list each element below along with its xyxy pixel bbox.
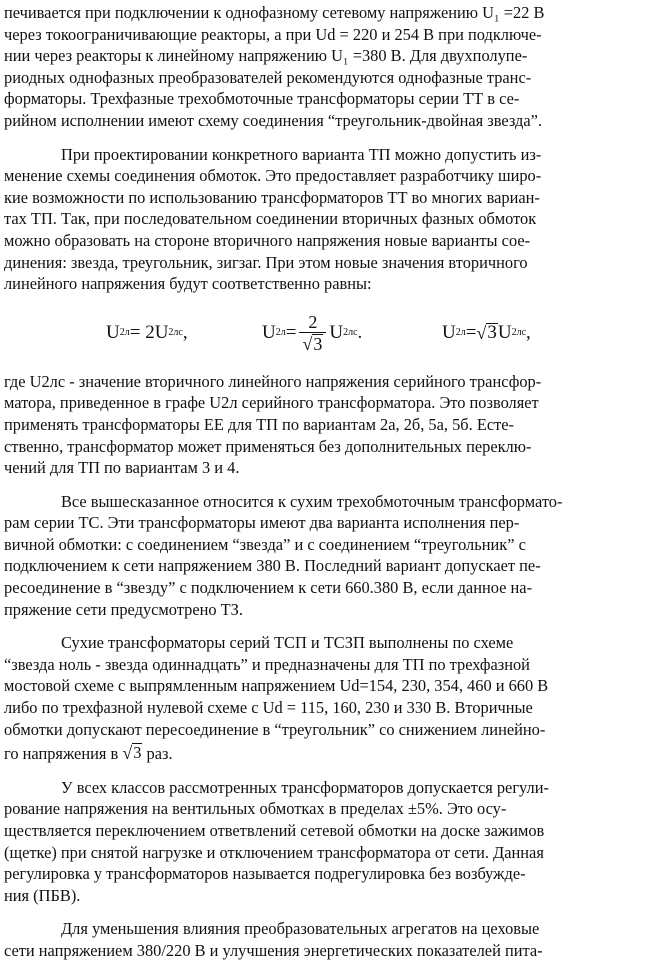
paragraph-6 bbox=[4, 777, 659, 907]
text-line: “звезда ноль - звезда одиннадцать” и предназначены для ТП по трехфазной bbox=[4, 654, 530, 674]
text-line: ществляется переключением ответвлений сетевой обмотки на доске зажимов bbox=[4, 821, 545, 840]
text-line: матора, приведенное в графе U2л серийного трансформатора. Это позволяет bbox=[4, 393, 539, 413]
formula-triangle: U 2л = 2 √ 3 U 2лс . bbox=[262, 311, 363, 354]
text-line: регулировка у трансформаторов называется подрегулировка без возбужде- bbox=[4, 864, 526, 884]
formula-star: U 2л = 2U 2лс , bbox=[106, 321, 188, 343]
text-line: динения: звезда, треугольник, зигзаг. При этом новые значения вторичного bbox=[4, 252, 528, 272]
fraction: 2 √ 3 bbox=[299, 312, 326, 354]
text-line: линейного напряжения будут соответственно равны: bbox=[4, 274, 372, 294]
text-line: нии через реакторы к линейному напряжению U₁ =380 В. Для двухполупе- bbox=[4, 46, 528, 66]
text-line: рам серии ТС. Эти трансформаторы имеют два варианта исполнения пер- bbox=[4, 513, 520, 533]
text-line: печивается при подключении к однофазному сетевому напряжению U₁ =22 В bbox=[4, 3, 545, 22]
text-line: ресоединение в “звезду” с подключением к сети 660.380 В, если данное на- bbox=[4, 578, 533, 598]
paragraph-7 bbox=[4, 918, 659, 961]
text-line: где U2лс - значение вторичного линейного напряжения серийного трансфор- bbox=[4, 371, 542, 391]
text-line: можно образовать на стороне вторичного напряжения новые варианты сое- bbox=[4, 230, 531, 250]
text-line: (щетке) при снятой нагрузке и отключением трансформатора от сети. Данная bbox=[4, 842, 544, 862]
text-line: применять трансформаторы ЕЕ для ТП по вариантам 2а, 2б, 5а, 5б. Есте- bbox=[4, 414, 515, 434]
text-line: мостовой схеме с выпрямленным напряжением Ud=154, 230, 354, 460 и 660 В bbox=[4, 676, 549, 696]
text-line: Для уменьшения влияния преобразовательных агрегатов на цеховые bbox=[61, 919, 540, 939]
text-line: рийном исполнении имеют схему соединения “треугольник-двойная звезда”. bbox=[4, 110, 543, 130]
text-line: риодных однофазных преобразователей рекомендуются однофазные транс- bbox=[4, 67, 532, 87]
text-line: кие возможности по использованию трансформаторов ТТ во многих вариан- bbox=[4, 187, 540, 207]
square-root: √ 3 bbox=[476, 322, 497, 344]
text-line: рование напряжения на вентильных обмотках в пределах ±5%. Это осу- bbox=[4, 799, 507, 819]
text-line: обмотки допускают пересоединение в “треугольник” со снижением линейно- bbox=[4, 719, 546, 739]
text-line: го напряжения в √ 3 раз. bbox=[4, 743, 173, 764]
text-line: Все вышесказанное относится к сухим трехобмоточным трансформато- bbox=[61, 491, 563, 511]
text-line: ственно, трансформатор может применяться без дополнительных переклю- bbox=[4, 436, 532, 456]
text-line: через токоограничивающие реакторы, а при Ud = 220 и 254 В при подключе- bbox=[4, 24, 542, 44]
paragraph-5 bbox=[4, 632, 659, 765]
text-line: вичной обмотки: с соединением “звезда” и с соединением “треугольник” с bbox=[4, 534, 526, 554]
text-line: либо по трехфазной нулевой схеме с Ud = 115, 160, 230 и 330 В. Вторичные bbox=[4, 698, 533, 718]
square-root: √ 3 bbox=[122, 743, 142, 764]
paragraph-1 bbox=[4, 2, 659, 132]
paragraph-3 bbox=[4, 371, 659, 479]
text-line: сети напряжением 380/220 В и улучшения энергетических показателей пита- bbox=[4, 940, 543, 960]
formula-row bbox=[4, 297, 659, 369]
document-page bbox=[4, 2, 659, 962]
text-line: ния (ПБВ). bbox=[4, 885, 81, 905]
text-line: менение схемы соединения обмоток. Это предоставляет разработчику широ- bbox=[4, 166, 542, 186]
text-line: пряжение сети предусмотрено ТЗ. bbox=[4, 599, 243, 619]
paragraph-2 bbox=[4, 144, 659, 295]
text-line: чений для ТП по вариантам 3 и 4. bbox=[4, 458, 240, 478]
text-line: форматоры. Трехфазные трехобмоточные трансформаторы серии ТТ в се- bbox=[4, 89, 520, 109]
paragraph-4 bbox=[4, 491, 659, 621]
text-line: При проектировании конкретного варианта ТП можно допустить из- bbox=[61, 144, 542, 164]
formula-zigzag: U 2л = √ 3 U 2лс , bbox=[442, 321, 531, 344]
text-line: подключением к сети напряжением 380 В. Последний вариант допускает пе- bbox=[4, 556, 541, 576]
text-line: тах ТП. Так, при последовательном соединении вторичных фазных обмоток bbox=[4, 209, 537, 229]
text-line: У всех классов рассмотренных трансформаторов допускается регули- bbox=[61, 777, 549, 797]
text-line: Сухие трансформаторы серий ТСП и ТСЗП выполнены по схеме bbox=[61, 633, 514, 653]
